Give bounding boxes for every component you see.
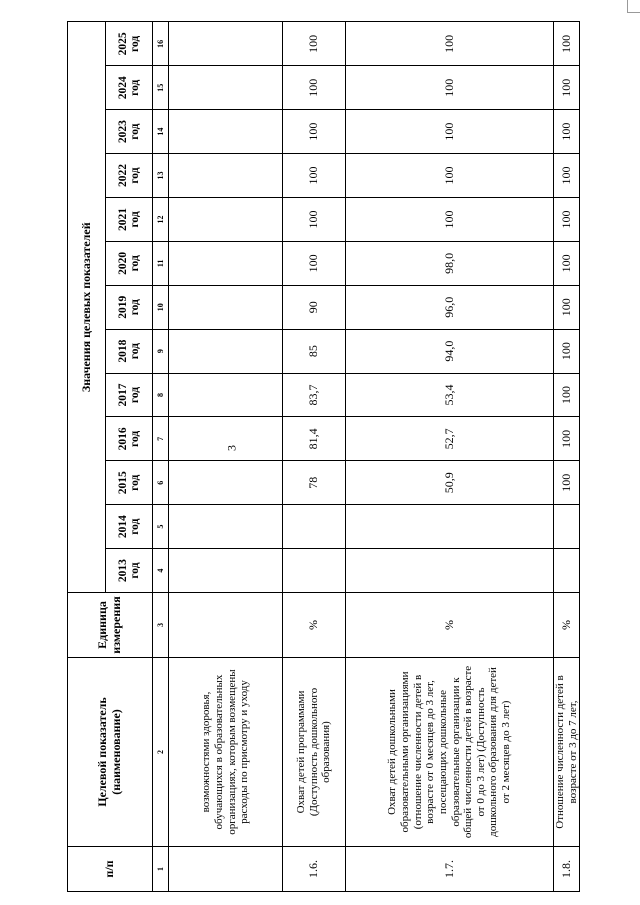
target-indicators-table	[67, 21, 580, 892]
header-name: Целевой показатель (наименование)	[68, 658, 153, 847]
row-value: 94,0	[346, 329, 554, 373]
row-value	[169, 285, 283, 329]
header-year: 2015 год	[106, 461, 153, 505]
row-value: 100	[283, 154, 346, 198]
row-unit	[169, 593, 283, 658]
row-value	[283, 549, 346, 593]
row-number: 1.7.	[346, 847, 554, 892]
row-value	[283, 505, 346, 549]
row-value: 100	[283, 66, 346, 110]
header-year: 2018 год	[106, 329, 153, 373]
column-index-cell: 1	[153, 847, 169, 892]
row-value: 90	[283, 285, 346, 329]
header-year: 2016 год	[106, 417, 153, 461]
row-value	[169, 241, 283, 285]
header-row-top	[68, 22, 106, 892]
column-index-cell: 2	[153, 658, 169, 847]
column-index-cell: 13	[153, 154, 169, 198]
header-unit: Единица измерения	[68, 593, 153, 658]
column-index-cell: 3	[153, 593, 169, 658]
column-index-cell: 16	[153, 22, 169, 66]
row-value	[169, 66, 283, 110]
row-value	[169, 154, 283, 198]
page-number: 3	[224, 445, 239, 451]
page-corner-mark	[627, 0, 640, 13]
rotated-table-wrapper	[67, 22, 579, 892]
column-index-cell: 4	[153, 549, 169, 593]
row-unit: %	[283, 593, 346, 658]
row-value	[169, 373, 283, 417]
row-value: 100	[283, 22, 346, 66]
table-row	[346, 22, 554, 892]
row-value: 100	[554, 461, 580, 505]
row-indicator-name: Отношение численности детей в возрасте от 3 до 7 лет,	[554, 658, 580, 847]
row-number: 1.8.	[554, 847, 580, 892]
row-value: 81,4	[283, 417, 346, 461]
column-index-cell: 12	[153, 197, 169, 241]
row-value: 100	[554, 66, 580, 110]
row-value: 100	[554, 110, 580, 154]
row-value	[346, 549, 554, 593]
row-value: 53,4	[346, 373, 554, 417]
row-value: 83,7	[283, 373, 346, 417]
header-year: 2013 год	[106, 549, 153, 593]
row-value: 100	[554, 373, 580, 417]
row-value	[169, 505, 283, 549]
header-year: 2017 год	[106, 373, 153, 417]
row-value	[554, 505, 580, 549]
row-value: 100	[554, 22, 580, 66]
row-value: 100	[283, 241, 346, 285]
column-index-cell: 10	[153, 285, 169, 329]
header-year: 2022 год	[106, 154, 153, 198]
row-value: 100	[554, 417, 580, 461]
row-value: 100	[346, 154, 554, 198]
header-year: 2014 год	[106, 505, 153, 549]
row-number	[169, 847, 283, 892]
row-value	[169, 417, 283, 461]
header-values: Значения целевых показателей	[68, 22, 106, 593]
row-value: 85	[283, 329, 346, 373]
column-index-cell: 15	[153, 66, 169, 110]
row-value: 78	[283, 461, 346, 505]
row-value: 100	[346, 22, 554, 66]
row-value: 96,0	[346, 285, 554, 329]
header-year: 2025 год	[106, 22, 153, 66]
column-index-cell: 7	[153, 417, 169, 461]
row-value	[169, 461, 283, 505]
row-unit: %	[554, 593, 580, 658]
row-indicator-name: Охват детей дошкольными образовательными организациями (отношение численности детей в возрасте от 0 месяцев до 3 лет, посещающих дошкольные образовательные организации к общей численности детей в возрасте от 0 до 3 лет) (Доступность дошкольного образования для детей от 2 месяцев до 3 лет)	[346, 658, 554, 847]
row-value: 50,9	[346, 461, 554, 505]
header-year: 2020 год	[106, 241, 153, 285]
table-row	[169, 22, 283, 892]
row-value: 100	[346, 110, 554, 154]
header-year: 2021 год	[106, 197, 153, 241]
row-value	[169, 197, 283, 241]
row-value: 100	[346, 197, 554, 241]
row-value	[169, 110, 283, 154]
row-value	[169, 549, 283, 593]
row-unit: %	[346, 593, 554, 658]
row-value: 100	[554, 154, 580, 198]
row-value: 52,7	[346, 417, 554, 461]
table-row	[283, 22, 346, 892]
column-index-cell: 6	[153, 461, 169, 505]
row-value: 100	[283, 197, 346, 241]
header-num: п/п	[68, 847, 153, 892]
column-index-cell: 11	[153, 241, 169, 285]
row-value: 100	[346, 66, 554, 110]
row-value	[554, 549, 580, 593]
row-value	[169, 329, 283, 373]
column-index-cell: 8	[153, 373, 169, 417]
header-year: 2024 год	[106, 66, 153, 110]
row-value: 100	[554, 241, 580, 285]
header-year: 2019 год	[106, 285, 153, 329]
row-value: 98,0	[346, 241, 554, 285]
table-row	[554, 22, 580, 892]
row-value	[169, 22, 283, 66]
row-indicator-name: возможностями здоровья, обучающихся в образовательных организациях, которым возмещены расходы по присмотру и уходу	[169, 658, 283, 847]
row-value: 100	[283, 110, 346, 154]
row-value	[346, 505, 554, 549]
column-index-cell: 9	[153, 329, 169, 373]
row-value: 100	[554, 197, 580, 241]
row-value: 100	[554, 329, 580, 373]
column-index-cell: 14	[153, 110, 169, 154]
column-index-row	[153, 22, 169, 892]
row-indicator-name: Охват детей программами (Доступность дошкольного образования)	[283, 658, 346, 847]
column-index-cell: 5	[153, 505, 169, 549]
row-number: 1.6.	[283, 847, 346, 892]
row-value: 100	[554, 285, 580, 329]
header-year: 2023 год	[106, 110, 153, 154]
